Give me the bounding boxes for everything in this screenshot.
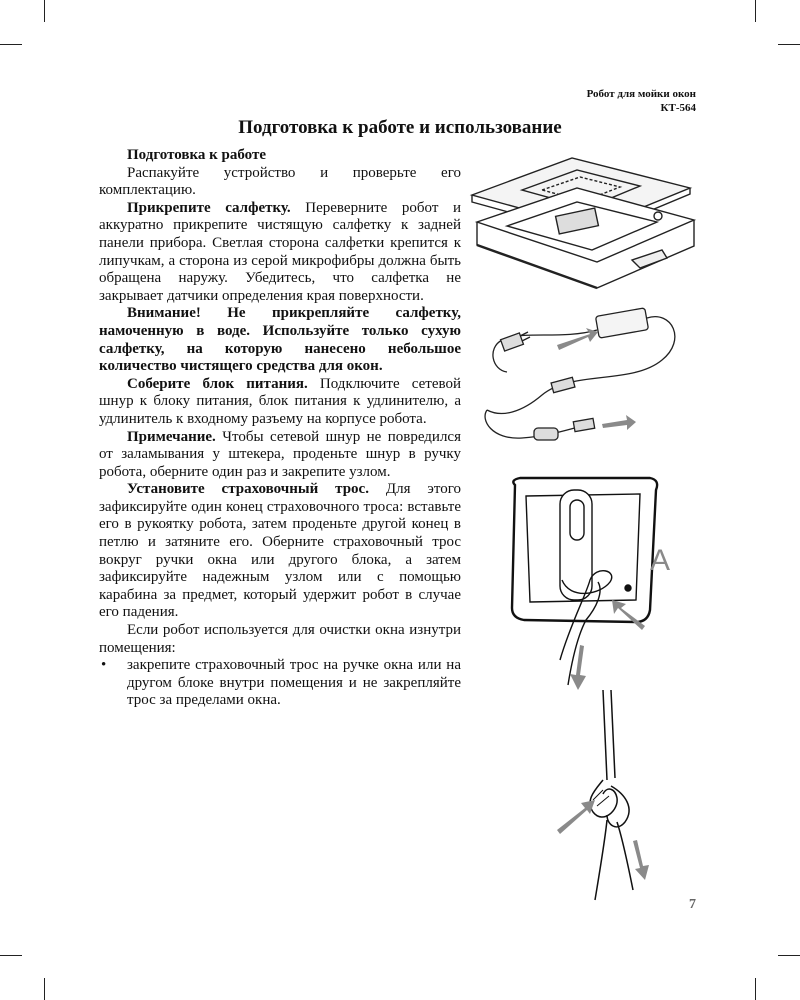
lead-power: Соберите блок питания. <box>127 375 308 392</box>
running-header <box>587 87 696 115</box>
bullet-list <box>99 657 461 710</box>
crop-mark <box>0 44 22 45</box>
crop-mark <box>0 955 22 956</box>
paragraph-attach-pad <box>99 200 461 306</box>
body-text <box>99 147 461 710</box>
crop-mark <box>778 44 800 45</box>
page-title: Подготовка к работе и использование <box>238 117 562 138</box>
robot-pad-illustration <box>462 150 702 300</box>
paragraph-rope <box>99 481 461 622</box>
note-text: Чтобы сетевой шнур не повредился от заламывания у штекера, проденьте шнур в ручку робота, оберните один раз и закрепите узлом. <box>99 428 461 480</box>
list-item: • закрепите страховочный трос на ручке окна или на другом блоке внутри помещения и не закрепляйте трос за пределами окна. <box>127 657 461 710</box>
paragraph-unpack: Распакуйте устройство и проверьте его комплектацию. <box>99 164 461 199</box>
crop-mark <box>44 978 45 1000</box>
section-heading: Подготовка к работе <box>127 147 266 163</box>
rope-knot-illustration <box>545 690 685 910</box>
warning-paragraph: Внимание! Не прикрепляйте салфетку, намоченную в воде. Используйте только сухую салфетку, на которую нанесено небольшое количество чистящего средства для окон. <box>99 305 461 375</box>
lead-rope: Установите страховочный трос. <box>127 481 369 498</box>
rope-text: Для этого зафиксируйте один конец страховочного троса: вставьте его в рукоятку робота, затем проденьте другой конец в петлю и затяните его. Оберните страховочный трос вокруг ручки окна или другого блока, а затем зафиксируйте надежным узлом или с помощью карабина за предмет, который удержит робот в случае его падения. <box>99 481 461 621</box>
lead-attach: Прикрепите салфетку. <box>127 199 291 216</box>
attach-text: Переверните робот и аккуратно прикрепите чистящую салфетку к задней панели прибора. Светлая сторона салфетки крепится к липучкам, а сторона из серой микрофибры должна быть обращена наружу. Убедитесь, что салфетка не закрывает датчики определения края поверхности. <box>99 199 462 304</box>
paragraph-note <box>99 429 461 482</box>
header-product: Робот для мойки окон <box>586 88 696 100</box>
power-text: Подключите сетевой шнур к блоку питания, блок питания к удлинителю, а удлинитель к входному разъему на корпусе робота. <box>99 375 461 427</box>
crop-mark <box>778 955 800 956</box>
crop-mark <box>44 0 45 22</box>
robot-rope-illustration <box>500 470 700 690</box>
crop-mark <box>755 978 756 1000</box>
crop-mark <box>755 0 756 22</box>
lead-note: Примечание. <box>127 428 216 445</box>
figure-label: A <box>650 544 671 577</box>
page-number: 7 <box>689 897 696 912</box>
paragraph-indoor: Если робот используется для очистки окна изнутри помещения: <box>99 622 461 656</box>
power-supply-illustration <box>462 300 702 450</box>
header-model: КТ-564 <box>660 102 696 114</box>
paragraph-power <box>99 376 461 429</box>
